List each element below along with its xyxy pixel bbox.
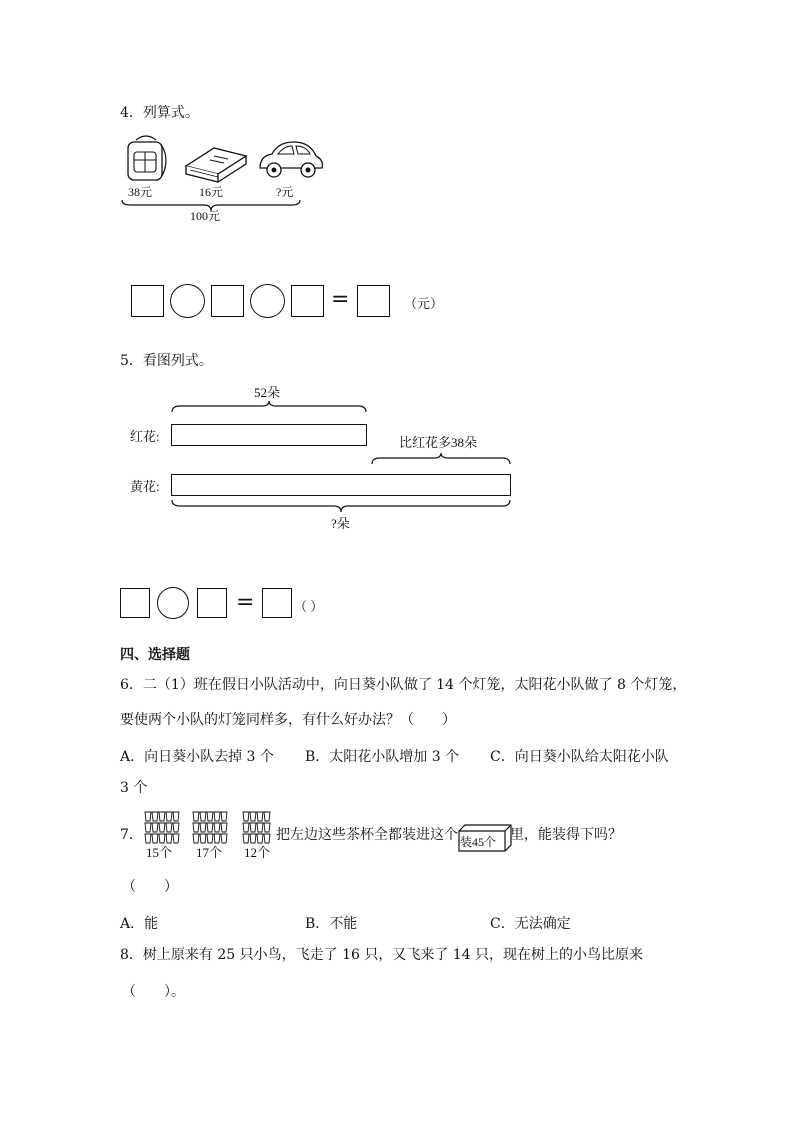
q7-option-b[interactable]: B．不能 <box>305 916 358 932</box>
q5-unit-blank: （ ） <box>294 599 324 614</box>
q6-option-c[interactable]: C．向日葵小队给太阳花小队 <box>490 749 669 765</box>
yellow-flower-label: 黄花: <box>130 479 160 494</box>
book-price: 16元 <box>199 185 224 199</box>
operator-circle-1[interactable] <box>170 284 205 318</box>
cup-group-2-count: 17个 <box>196 845 223 860</box>
q7-answer-blank[interactable]: （ ） <box>122 879 178 895</box>
total-amount: 100元 <box>190 209 221 223</box>
q5-answer-box-2[interactable] <box>197 588 227 618</box>
answer-box-1[interactable] <box>131 285 164 317</box>
result-box[interactable] <box>357 285 390 317</box>
q5-result-box[interactable] <box>262 588 292 618</box>
backpack-icon <box>122 134 172 182</box>
tea-cups-image <box>143 810 275 846</box>
cup-group-1-count: 15个 <box>146 845 173 860</box>
book-icon <box>184 140 248 184</box>
toy-car-icon <box>256 138 326 182</box>
section-heading: 四、选择题 <box>120 647 190 663</box>
q7-number: 7． <box>120 827 143 843</box>
yellow-bar <box>171 474 511 496</box>
unknown-count-label: ?朵 <box>331 516 350 531</box>
red-count-label: 52朵 <box>254 385 281 400</box>
bag-price: 38元 <box>128 185 153 199</box>
q5-equals-sign: = <box>236 590 255 615</box>
more-brace <box>370 452 512 466</box>
unit-label: （元） <box>404 296 444 311</box>
q4-title: 4．列算式。 <box>120 105 199 121</box>
operator-circle-2[interactable] <box>250 284 285 318</box>
red-bar <box>171 424 367 446</box>
more-than-red-label: 比红花多38朵 <box>399 435 478 450</box>
q7-text-before: 把左边这些茶杯全都装进这个 <box>276 827 458 843</box>
q5-title: 5．看图列式。 <box>120 353 213 369</box>
q8-line-2[interactable]: （ ）。 <box>122 984 185 1000</box>
q6-line-2: 要使两个小队的灯笼同样多，有什么好办法？（ ） <box>120 712 456 728</box>
equals-sign: = <box>331 287 350 312</box>
q8-line-1: 8．树上原来有 25 只小鸟，飞走了 16 只，又飞来了 14 只，现在树上的小鸟比原来 <box>120 947 644 963</box>
yellow-total-brace <box>170 498 512 514</box>
q6-option-a[interactable]: A．向日葵小队去掉 3 个 <box>120 749 274 765</box>
q7-option-a[interactable]: A．能 <box>120 916 159 932</box>
q5-operator-circle[interactable] <box>157 587 189 619</box>
q7-text-after: 里，能装得下吗？ <box>510 827 622 843</box>
q6-option-b[interactable]: B．太阳花小队增加 3 个 <box>305 749 460 765</box>
car-price: ?元 <box>276 185 294 199</box>
q5-answer-box-1[interactable] <box>120 588 150 618</box>
answer-box-3[interactable] <box>291 285 324 317</box>
cup-group-3-count: 12个 <box>244 845 271 860</box>
answer-box-2[interactable] <box>211 285 244 317</box>
red-flower-label: 红花: <box>130 429 160 444</box>
q6-line-1: 6．二（1）班在假日小队活动中，向日葵小队做了 14 个灯笼，太阳花小队做了 8 个灯笼， <box>120 677 687 693</box>
q7-option-c[interactable]: C．无法确定 <box>490 916 571 932</box>
q6-option-c-continued: 3 个 <box>120 780 148 796</box>
box-capacity-label: 装45个 <box>460 835 497 849</box>
red-brace <box>170 400 368 414</box>
